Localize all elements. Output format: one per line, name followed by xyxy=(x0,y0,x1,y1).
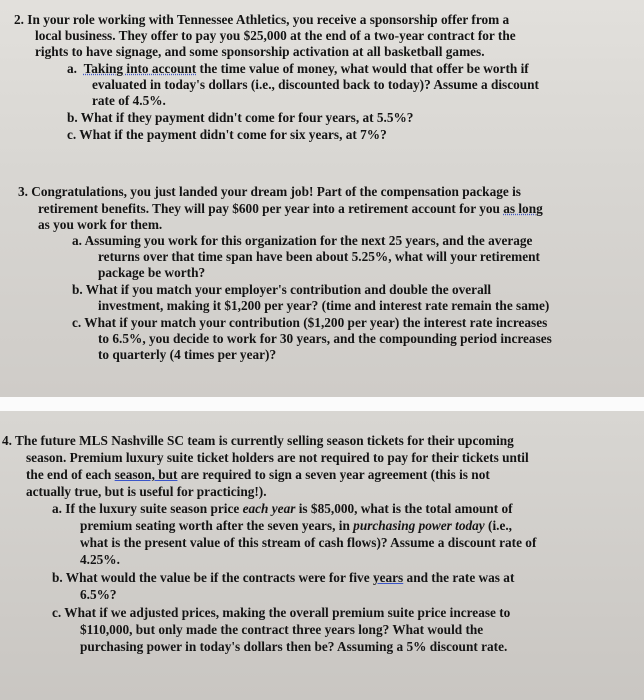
q3-c-line-1: c. What if your match your contribution ($1,200 per year) the interest rate increases xyxy=(72,315,548,330)
q2-b-line: b. What if they payment didn't come for four years, at 5.5%? xyxy=(67,110,414,125)
q3-line-2-start: retirement benefits. They will pay $600 per year into a retirement account for you xyxy=(38,201,504,216)
q4-line-2: season. Premium luxury suite ticket holders are not required to pay for their tickets until xyxy=(26,450,529,465)
q2-a-line-1 xyxy=(67,61,529,76)
q3-a-line-2: returns over that time span have been about 5.25%, what will your retirement xyxy=(98,249,540,264)
q3-a-line-3: package be worth? xyxy=(98,265,206,280)
q2-a-rest: the time value of money, what would that offer be worth if xyxy=(196,61,529,76)
q4-line-1: 4. The future MLS Nashville SC team is currently selling season tickets for their upcoming xyxy=(2,433,514,448)
q4-b-line-1-underlined: years xyxy=(372,570,404,585)
q4-a-line-2-start: premium seating worth after the seven years, in xyxy=(80,518,354,533)
q4-line-3 xyxy=(26,467,490,482)
q4-line-4: actually true, but is useful for practicing!). xyxy=(26,484,267,499)
q3-line-1: 3. Congratulations, you just landed your dream job! Part of the compensation package is xyxy=(18,184,521,199)
q2-a-marker: a. xyxy=(67,61,77,76)
q3-c-line-2: to 6.5%, you decide to work for 30 years, and the compounding period increases xyxy=(98,331,552,346)
question-4-section xyxy=(0,411,644,700)
q4-a-line-1-end: is $85,000, what is the total amount of xyxy=(295,501,513,516)
q4-a-line-4: 4.25%. xyxy=(80,552,120,567)
q4-line-3-end: are required to sign a seven year agreement (this is not xyxy=(177,467,490,482)
q3-a-line-1: a. Assuming you work for this organization for the next 25 years, and the average xyxy=(72,233,533,248)
q2-a-underlined-phrase: Taking into account xyxy=(83,61,197,76)
q2-line-3: rights to have signage, and some sponsorship activation at all basketball games. xyxy=(35,44,485,59)
section-divider xyxy=(0,397,644,411)
q4-a-line-2-italic: purchasing power today xyxy=(353,518,485,533)
q4-a-line-1 xyxy=(52,501,513,516)
q4-b-line-1-start: b. What would the value be if the contracts were for five xyxy=(52,570,373,585)
q2-c-line: c. What if the payment didn't come for six years, at 7%? xyxy=(67,127,387,142)
q4-b-line-1-end: and the rate was at xyxy=(403,570,515,585)
q3-b-line-2: investment, making it $1,200 per year? (time and interest rate remain the same) xyxy=(98,298,550,313)
q4-c-line-1: c. What if we adjusted prices, making the overall premium suite price increase to xyxy=(52,605,511,620)
q4-a-line-2-end: (i.e., xyxy=(484,518,513,533)
q4-line-3-start: the end of each xyxy=(26,467,115,482)
q4-b-line-2: 6.5%? xyxy=(80,587,117,602)
q4-a-line-1-start: a. If the luxury suite season price xyxy=(52,501,243,516)
q4-line-3-underlined: season, but xyxy=(114,467,178,482)
question-3-section xyxy=(0,175,644,397)
q3-line-2 xyxy=(38,201,543,216)
q4-b-line-1 xyxy=(52,570,514,585)
q2-line-2: local business. They offer to pay you $25,000 at the end of a two-year contract for the xyxy=(35,28,516,43)
q4-c-line-2: $110,000, but only made the contract three years long? What would the xyxy=(80,622,484,637)
q4-a-line-3: what is the present value of this stream of cash flows)? Assume a discount rate of xyxy=(80,535,537,550)
q3-line-3: as you work for them. xyxy=(38,217,163,232)
q2-a-line-2: evaluated in today's dollars (i.e., discounted back to today)? Assume a discount xyxy=(92,77,539,92)
q2-line-1: 2. In your role working with Tennessee Athletics, you receive a sponsorship offer from a xyxy=(14,12,510,27)
q3-b-line-1: b. What if you match your employer's contribution and double the overall xyxy=(72,282,492,297)
q4-a-line-2 xyxy=(80,518,512,533)
q3-line-2-underlined: as long xyxy=(503,201,543,216)
question-2-section xyxy=(0,0,644,175)
q4-c-line-3: purchasing power in today's dollars then be? Assuming a 5% discount rate. xyxy=(80,639,508,654)
q4-a-line-1-italic: each year xyxy=(242,501,296,516)
q3-c-line-3: to quarterly (4 times per year)? xyxy=(98,347,277,362)
q2-a-line-3: rate of 4.5%. xyxy=(92,93,166,108)
